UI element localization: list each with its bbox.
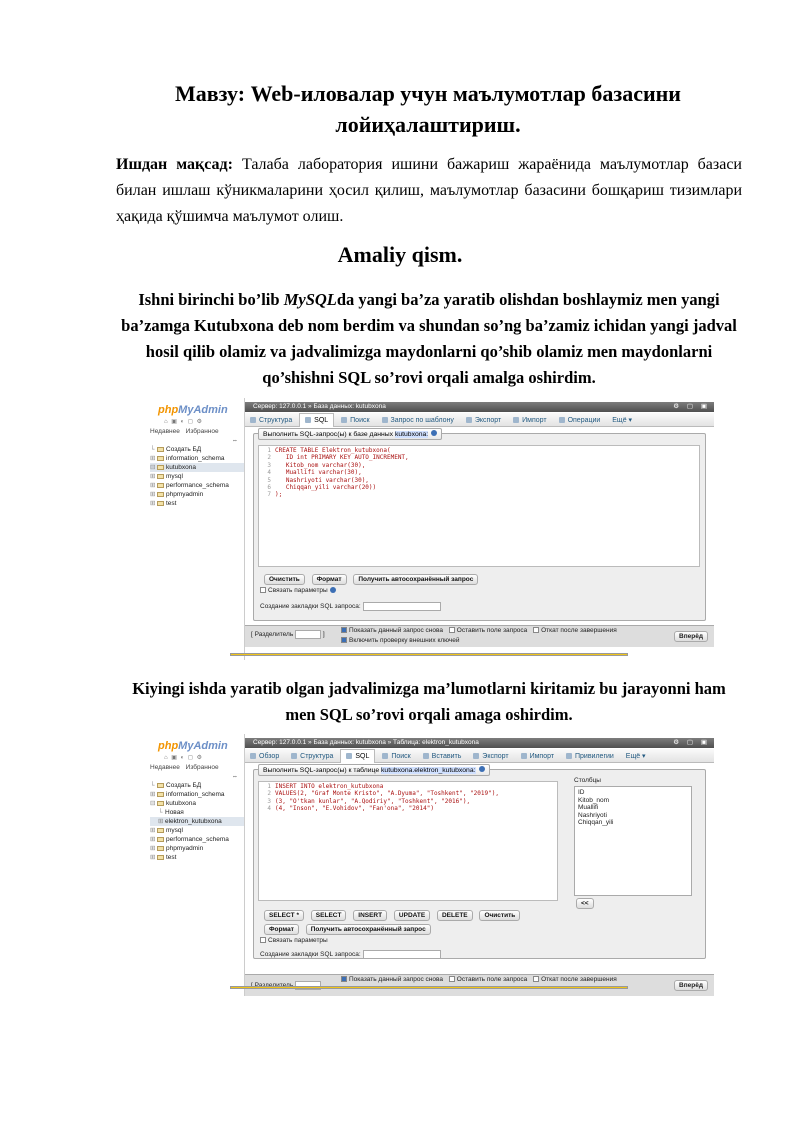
tree-item-kutubxona[interactable]: ⊟ kutubxona	[150, 463, 244, 472]
tab-recent[interactable]: Недавнее	[150, 428, 180, 435]
menu-structure[interactable]: Структура	[245, 414, 297, 428]
paragraph-1-start: Ishni birinchi bo’lib	[138, 290, 284, 309]
phpmyadmin-logo: phpMyAdmin	[158, 404, 228, 416]
sql-editor[interactable]: 1 CREATE TABLE Elektron_kutubxona( 2 ID int PRIMARY KEY AUTO_INCREMENT, 3 Kitob_nom varchar(30), 4 Muallifi varchar(30), 5 Nashriyoti varchar(30), 6 Chiqqan_yili varchar(20)) 7 );	[258, 445, 700, 567]
menu-sql[interactable]: SQL	[299, 413, 334, 427]
main-panel	[244, 398, 714, 660]
select-button[interactable]: SELECT	[311, 910, 347, 921]
tab-favorites[interactable]: Избранное	[185, 764, 219, 771]
menu-operations[interactable]: Операции	[554, 414, 606, 428]
menu-sql[interactable]: SQL	[340, 749, 375, 763]
keep-query-checkbox[interactable]	[449, 627, 455, 633]
query-options-bar: [ Разделитель ] Показать данный запрос снова Оставить поле запроса Откат после завершения Включить проверку внешних ключей Вперёд	[245, 625, 714, 647]
delete-button[interactable]: DELETE	[437, 910, 473, 921]
column-item[interactable]: ID	[578, 789, 585, 796]
top-menu-2	[245, 749, 714, 763]
delimiter-input[interactable]	[295, 630, 321, 639]
columns-label: Столбцы	[574, 777, 601, 784]
autosaved-query-button[interactable]: Получить автосохранённый запрос	[306, 924, 431, 935]
bind-params-option[interactable]: Связать параметры	[260, 587, 336, 594]
tree-item-performance-schema[interactable]: ⊞ performance_schema	[150, 482, 229, 489]
phpmyadmin-screenshot-create-table	[146, 398, 714, 660]
phpmyadmin-logo-2: phpMyAdmin	[158, 740, 228, 752]
menu-browse[interactable]: Обзор	[245, 750, 284, 764]
collapse-icon[interactable]: ⇔	[232, 774, 238, 780]
menu-query[interactable]: Запрос по шаблону	[377, 414, 459, 428]
menu-insert[interactable]: Вставить	[418, 750, 467, 764]
tree-item-performance-schema[interactable]: ⊞ performance_schema	[150, 836, 229, 843]
format-button[interactable]: Формат	[312, 574, 347, 585]
main-panel-2	[244, 734, 714, 996]
window-controls[interactable]: ⚙ ▢ ▣	[673, 403, 710, 410]
menu-search[interactable]: Поиск	[377, 750, 415, 764]
tree-item-phpmyadmin[interactable]: ⊞ phpmyadmin	[150, 845, 204, 852]
bookmark-input[interactable]	[363, 950, 441, 959]
tree-item-elektron-kutubxona[interactable]: ⊞ elektron_kutubxona	[150, 817, 244, 826]
navigation-panel-2	[146, 734, 244, 996]
navigation-panel	[146, 398, 244, 660]
breadcrumb-2	[245, 738, 714, 748]
go-button[interactable]: Вперёд	[674, 631, 708, 642]
paragraph-2: Kiyingi ishda yaratib olgan jadvalimizga ma’lumotlarni kiritamiz bu jarayonni ham men SQL so’rovi orqali amaga oshirdim.	[132, 679, 726, 724]
tree-item-test[interactable]: ⊞ test	[150, 500, 177, 507]
insert-button[interactable]: INSERT	[353, 910, 387, 921]
tree-item-mysql[interactable]: ⊞ mysql	[150, 827, 183, 834]
bind-params-option[interactable]: Связать параметры	[260, 937, 328, 944]
delimiter-label: [ Разделитель	[251, 631, 294, 639]
help-icon[interactable]	[431, 430, 437, 436]
sql-editor-2[interactable]: 1 INSERT INTO elektron_kutubxona 2 VALUES(2, "Graf Monte Kristo", "A.Dyuma", "Toshkent", "2019"), 3 (3, "O'tkan kunlar", "A.Qodiriy", "Toshkent", "2016"), 4 (4, "Inson", "E.Vohidov", "Fan'ona", "2014")	[258, 781, 558, 901]
sql-query-panel	[253, 433, 706, 621]
sql-legend: Выполнить SQL-запрос(ы) к базе данных kutubxona:	[258, 428, 442, 440]
bookmark-label: Создание закладки SQL запроса:	[260, 603, 361, 611]
rollback-checkbox[interactable]	[533, 627, 539, 633]
nav-tabs	[150, 428, 223, 435]
window-controls[interactable]: ⚙ ▢ ▣	[673, 739, 710, 746]
column-item[interactable]: Chiqqan_yili	[578, 819, 614, 826]
database-tree	[150, 445, 244, 508]
bind-params-checkbox[interactable]	[260, 937, 266, 943]
nav-tabs-2	[150, 764, 223, 771]
menu-more[interactable]: Ещё ▾	[612, 417, 633, 424]
tree-item-information-schema[interactable]: ⊞ information_schema	[150, 455, 225, 462]
tree-item-phpmyadmin[interactable]: ⊞ phpmyadmin	[150, 491, 204, 498]
purpose-label: Ишдан мақсад:	[116, 156, 233, 173]
tree-item-create-db[interactable]: └ Создать БД	[150, 782, 202, 789]
nav-icons-2: ⌂ ▣ ◐ ◻ ⚙	[164, 755, 203, 761]
menu-export[interactable]: Экспорт	[461, 414, 506, 428]
query-options-bar-2: Показать данный запрос снова Оставить поле запроса Откат после завершения Вперёд	[245, 974, 714, 996]
tree-item-kutubxona[interactable]: ⊟ kutubxona	[150, 800, 196, 807]
nav-icons: ⌂ ▣ ◐ ◻ ⚙	[164, 419, 203, 425]
section-heading: Amaliy qism.	[337, 242, 463, 267]
menu-export[interactable]: Экспорт	[468, 750, 513, 764]
autosaved-query-button[interactable]: Получить автосохранённый запрос	[353, 574, 478, 585]
tree-item-information-schema[interactable]: ⊞ information_schema	[150, 791, 225, 798]
go-button[interactable]: Вперёд	[674, 980, 708, 991]
keep-query-checkbox[interactable]	[449, 976, 455, 982]
tree-item-new-table[interactable]: └ Новая	[158, 809, 184, 816]
tree-item-mysql[interactable]: ⊞ mysql	[150, 473, 183, 480]
menu-more[interactable]: Ещё ▾	[625, 753, 646, 760]
column-item[interactable]: Nashriyoti	[578, 811, 607, 819]
page-title: Мавзу: Web-иловалар учун маълумотлар базасини лойиҳалаштириш.	[175, 81, 681, 137]
breadcrumb-text[interactable]: Сервер: 127.0.0.1 » База данных: kutubxona	[253, 403, 386, 410]
status-strip	[230, 653, 628, 656]
sql-legend-2: Выполнить SQL-запрос(ы) к таблице kutubxona.elektron_kutubxona:	[258, 764, 490, 776]
bookmark-label: Создание закладки SQL запроса:	[260, 951, 361, 959]
tree-item-test[interactable]: ⊞ test	[150, 854, 177, 861]
collapse-icon[interactable]: ⇔	[232, 438, 238, 444]
help-icon[interactable]	[479, 766, 485, 772]
paragraph-1-end: da yangi ba’za yaratib olishdan boshlaymiz men yangi ba’zamga Kutubxona deb nom berdim va shundan so’ng ba’zamiz ichidan yangi jadval hosil qilib olamiz va jadvalimizga maydonlarni qo’shib olamiz men maydonlarni qo’shishni SQL so’rovi orqali amalga oshirdim.	[121, 290, 737, 387]
status-strip	[230, 986, 628, 989]
tab-favorites[interactable]: Избранное	[185, 428, 219, 435]
menu-structure[interactable]: Структура	[286, 750, 338, 764]
menu-import[interactable]: Импорт	[516, 750, 559, 764]
bind-params-checkbox[interactable]	[260, 587, 266, 593]
phpmyadmin-screenshot-insert	[146, 734, 714, 996]
purpose-paragraph	[116, 152, 742, 230]
menu-search[interactable]: Поиск	[336, 414, 374, 428]
top-menu	[245, 413, 714, 427]
database-tree-2	[150, 781, 244, 862]
clear-button[interactable]: Очистить	[264, 574, 305, 585]
column-item[interactable]: Muallifi	[578, 804, 599, 811]
paragraph-1-mysql: MySQL	[283, 290, 337, 309]
menu-privileges[interactable]: Привилегии	[561, 750, 619, 764]
column-item[interactable]: Kitob_nom	[578, 796, 610, 804]
tree-item-create-db[interactable]: └ Создать БД	[150, 446, 202, 453]
bookmark-input[interactable]	[363, 602, 441, 611]
select-star-button[interactable]: SELECT *	[264, 910, 304, 921]
breadcrumb-text[interactable]: Сервер: 127.0.0.1 » База данных: kutubxona » Таблица: elektron_kutubxona	[253, 739, 479, 746]
clear-button[interactable]: Очистить	[479, 910, 520, 921]
tab-recent[interactable]: Недавнее	[150, 764, 180, 771]
insert-column-button[interactable]: <<	[576, 898, 594, 909]
rollback-checkbox[interactable]	[533, 976, 539, 982]
purpose-text: Талаба лаборатория ишини бажариш жараёнида маълумотлар базаси билан ишлаш кўникмаларини ҳосил қилиш, маълумотлар базасини бошқариш тизимлари ҳақида қўшимча маълумот олиш.	[116, 156, 742, 225]
menu-import[interactable]: Импорт	[508, 414, 551, 428]
sql-query-panel-2	[253, 769, 706, 959]
show-query-checkbox[interactable]	[341, 976, 347, 982]
show-query-checkbox[interactable]	[341, 627, 347, 633]
format-button[interactable]: Формат	[264, 924, 299, 935]
paragraph-1	[116, 287, 742, 391]
update-button[interactable]: UPDATE	[394, 910, 430, 921]
breadcrumb	[245, 402, 714, 412]
columns-list[interactable]	[574, 786, 692, 896]
foreign-keys-checkbox[interactable]	[341, 637, 347, 643]
